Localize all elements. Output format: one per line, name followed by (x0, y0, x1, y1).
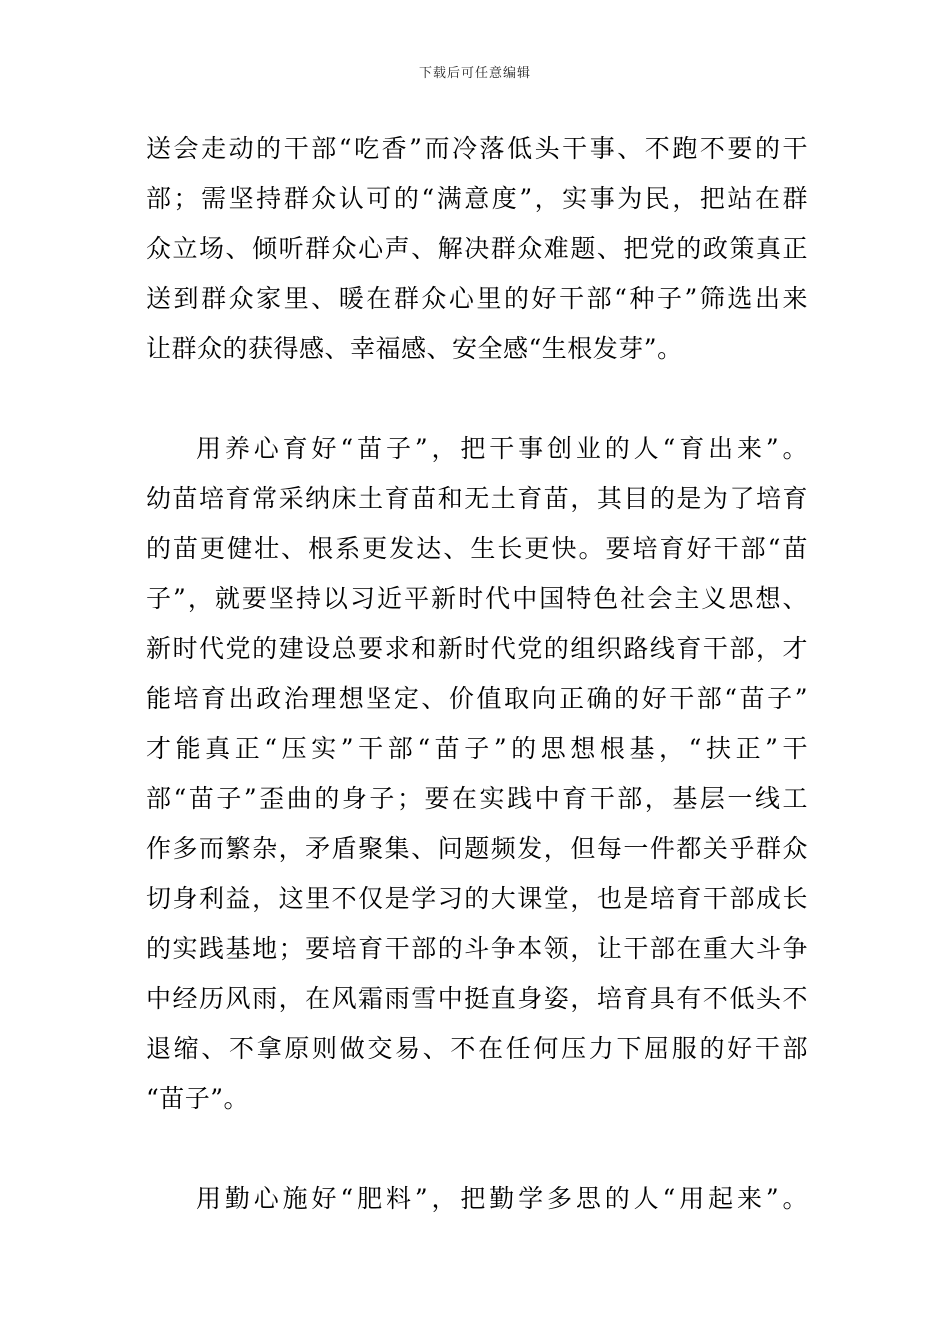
paragraph-gap (146, 1124, 808, 1174)
paragraph-1 (146, 124, 808, 374)
paragraph-line: 切身利益，这里不仅是学习的大课堂，也是培育干部成长 (146, 884, 808, 913)
paragraph-line: 众立场、倾听群众心声、解决群众难题、把党的政策真正 (146, 234, 808, 263)
paragraph-line: 用勤心施好“肥料”，把勤学多思的人“用起来”。 (196, 1184, 808, 1213)
paragraph-line: 才能真正“压实”干部“苗子”的思想根基，“扶正”干 (146, 734, 808, 763)
document-body (146, 124, 808, 1224)
header-note: 下载后可任意编辑 (418, 66, 531, 81)
paragraph-line: 退缩、不拿原则做交易、不在任何压力下屈服的好干部 (146, 1034, 808, 1063)
paragraph-line: 部“苗子”歪曲的身子；要在实践中育干部，基层一线工 (146, 784, 808, 813)
paragraph-line: 子”，就要坚持以习近平新时代中国特色社会主义思想、 (146, 584, 808, 613)
paragraph-line: 的苗更健壮、根系更发达、生长更快。要培育好干部“苗 (146, 534, 808, 563)
paragraph-line: 让群众的获得感、幸福感、安全感“生根发芽”。 (146, 334, 683, 363)
paragraph-line: 能培育出政治理想坚定、价值取向正确的好干部“苗子” (146, 684, 808, 713)
paragraph-2 (146, 424, 808, 1124)
paragraph-line: 幼苗培育常采纳床土育苗和无土育苗，其目的是为了培育 (146, 484, 808, 513)
paragraph-line: 中经历风雨，在风霜雨雪中挺直身姿，培育具有不低头不 (146, 984, 808, 1013)
paragraph-line: 用养心育好“苗子”，把干事创业的人“育出来”。 (196, 434, 808, 463)
paragraph-line: 作多而繁杂，矛盾聚集、问题频发，但每一件都关乎群众 (146, 834, 808, 863)
paragraph-line: “苗子”。 (146, 1084, 250, 1113)
paragraph-line: 部；需坚持群众认可的“满意度”，实事为民，把站在群 (146, 184, 808, 213)
paragraph-gap (146, 374, 808, 424)
paragraph-3 (146, 1174, 808, 1224)
paragraph-line: 送到群众家里、暖在群众心里的好干部“种子”筛选出来 (146, 284, 808, 313)
paragraph-line: 送会走动的干部“吃香”而冷落低头干事、不跑不要的干 (146, 134, 808, 163)
paragraph-line: 的实践基地；要培育干部的斗争本领，让干部在重大斗争 (146, 934, 808, 963)
paragraph-line: 新时代党的建设总要求和新时代党的组织路线育干部，才 (146, 634, 808, 663)
